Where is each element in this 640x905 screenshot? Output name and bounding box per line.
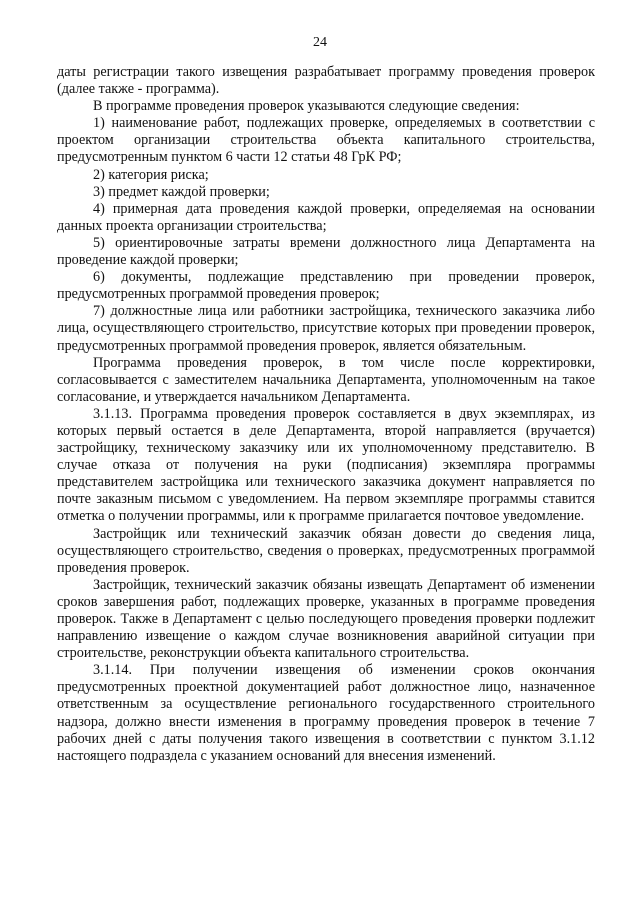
list-item-6: 6) документы, подлежащие представлению при проведении проверок, предусмотренных программой проведения проверок;	[57, 269, 595, 303]
list-item-2: 2) категория риска;	[93, 166, 209, 183]
paragraph-program-info-intro: В программе проведения проверок указываются следующие сведения:	[93, 98, 520, 115]
list-item-1: 1) наименование работ, подлежащих проверке, определяемых в соответствии с проектом организации строительства объекта капитального строительства, предусмотренным пунктом 6 части 12 статьи 48 ГрК РФ;	[57, 115, 595, 166]
list-item-3: 3) предмет каждой проверки;	[93, 183, 270, 200]
section-3-1-13: 3.1.13. Программа проведения проверок составляется в двух экземплярах, из которых первый остается в деле Департамента, второй направляется (вручается) застройщику, техническому заказчику или их уполномоченному представителю. В случае отказа от получения на руки (подписания) экземпляра программы представителем застройщика или технического заказчика документ направляется по почте заказным письмом с уведомлением. На первом экземпляре программы ставится отметка о получении программы, или к программе прилагается почтовое уведомление.	[57, 405, 595, 525]
paragraph-continuation: даты регистрации такого извещения разрабатывает программу проведения проверок (далее также - программа).	[57, 64, 595, 98]
section-3-1-14: 3.1.14. При получении извещения об изменении сроков окончания предусмотренных проектной документацией работ должностное лицо, назначенное ответственным за осуществление регионального государственного строительного надзора, должно внести изменения в программу проведения проверок в течение 7 рабочих дней с даты получения такого извещения в соответствии с пунктом 3.1.12 настоящего подраздела с указанием оснований для внесения изменений.	[57, 662, 595, 764]
paragraph-notification-obligation: Застройщик, технический заказчик обязаны извещать Департамент об изменении сроков завершения работ, подлежащих проверке, указанных в программе проведения проверок. Также в Департамент с целью последующего проведения проверки подлежит направлению извещение о каждом случае возникновения аварийной ситуации при строительстве, реконструкции объекта капитального строительства.	[57, 576, 595, 662]
page-number: 24	[313, 35, 327, 50]
list-item-4: 4) примерная дата проведения каждой проверки, определяемая на основании данных проекта организации строительства;	[57, 200, 595, 234]
list-item-7: 7) должностные лица или работники застройщика, технического заказчика либо лица, осуществляющего строительство, присутствие которых при проведении проверок, предусмотренных программой проведения проверок, является обязательным.	[57, 303, 595, 354]
paragraph-program-approval: Программа проведения проверок, в том числе после корректировки, согласовывается с заместителем начальника Департамента, уполномоченным на такое согласование, и утверждается начальником Департамента.	[57, 354, 595, 405]
document-body	[57, 64, 595, 765]
paragraph-developer-obligation: Застройщик или технический заказчик обязан довести до сведения лица, осуществляющего строительство, сведения о проверках, предусмотренных программой проведения проверок.	[57, 525, 595, 576]
list-item-5: 5) ориентировочные затраты времени должностного лица Департамента на проведение каждой проверки;	[57, 234, 595, 269]
